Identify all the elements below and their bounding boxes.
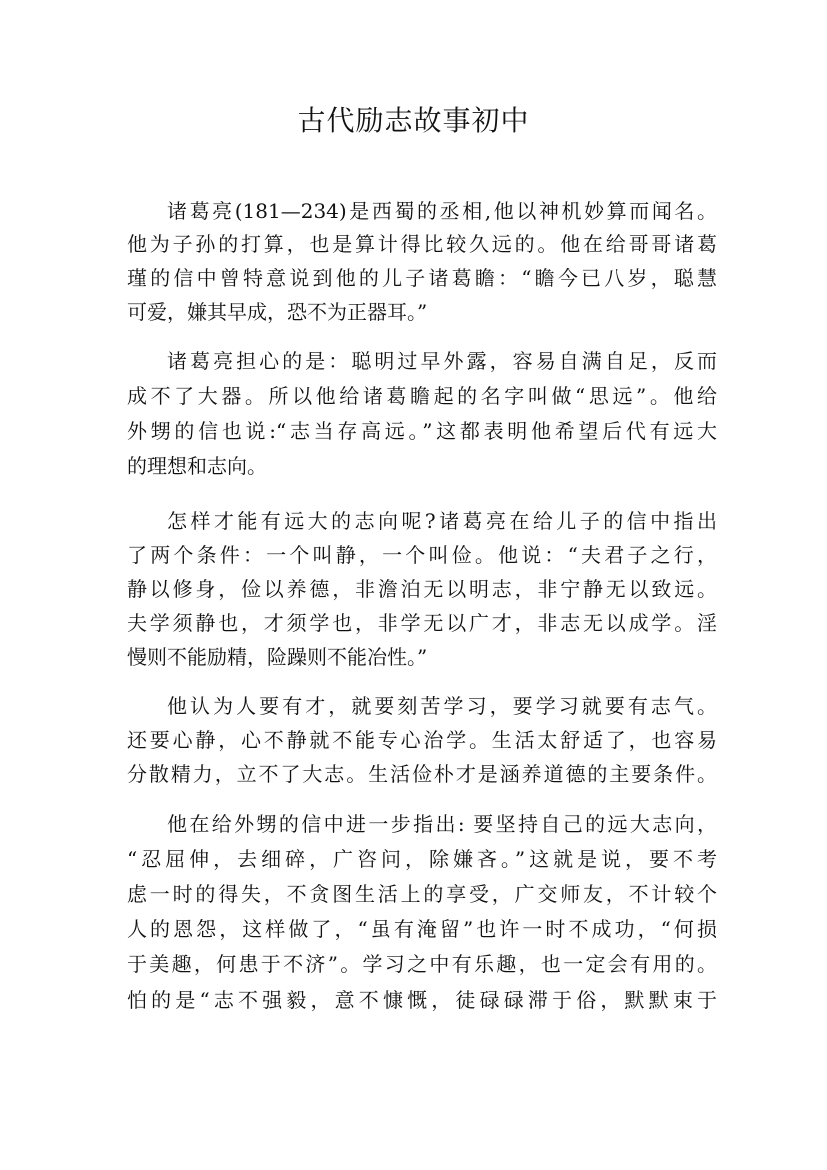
text-line: 他认为人要有才，就要刻苦学习，要学习就要有志气。 xyxy=(167,694,717,718)
text-line: 的理想和志向。 xyxy=(127,454,267,478)
text-line: 了两个条件：一个叫静，一个叫俭。他说：“夫君子之行， xyxy=(127,543,717,567)
text-line: 他在给外甥的信中进一步指出: 要坚持自己的远大志向， xyxy=(167,812,717,836)
text-line: 静以修身，俭以养德，非澹泊无以明志，非宁静无以致远。 xyxy=(127,577,717,601)
text-line: 人的恩怨，这样做了，“虽有淹留”也许一时不成功，“何损 xyxy=(127,917,717,941)
text-line: 诸葛亮(181—234)是西蜀的丞相,他以神机妙算而闻名。 xyxy=(167,199,717,223)
text-line: 诸葛亮担心的是：聪明过早外露，容易自满自足，反而 xyxy=(167,349,717,373)
text-line: 外甥的信也说:“志当存高远。”这都表明他希望后代有远大 xyxy=(127,419,717,443)
text-line: 分散精力，立不了大志。生活俭朴才是涵养道德的主要条件。 xyxy=(127,762,717,786)
text-line: 成不了大器。所以他给诸葛瞻起的名字叫做“思远”。他给 xyxy=(127,384,717,408)
text-line: 虑一时的得失，不贪图生活上的享受，广交师友，不计较个 xyxy=(127,882,717,906)
text-line: 他为子孙的打算，也是算计得比较久远的。他在给哥哥诸葛 xyxy=(127,232,717,256)
text-line: 夫学须静也，才须学也，非学无以广才，非志无以成学。淫 xyxy=(127,611,717,635)
document-title: 古代励志故事初中 xyxy=(297,104,530,137)
text-line: 慢则不能励精，险躁则不能冶性。” xyxy=(127,645,428,669)
text-line: 可爱，嫌其早成，恐不为正器耳。” xyxy=(127,300,428,324)
text-line: “忍屈伸，去细碎，广咨问，除嫌吝。”这就是说，要不考 xyxy=(127,847,717,871)
text-line: 怎样才能有远大的志向呢?诸葛亮在给儿子的信中指出 xyxy=(167,509,717,533)
text-line: 瑾的信中曾特意说到他的儿子诸葛瞻：“瞻今已八岁，聪慧 xyxy=(127,266,717,290)
text-line: 还要心静，心不静就不能专心治学。生活太舒适了，也容易 xyxy=(127,728,717,752)
text-line: 于美趣，何患于不济”。学习之中有乐趣，也一定会有用的。 xyxy=(127,952,717,976)
text-line: 怕的是“志不强毅，意不慷慨，徒碌碌滞于俗，默默束于 xyxy=(127,988,717,1012)
